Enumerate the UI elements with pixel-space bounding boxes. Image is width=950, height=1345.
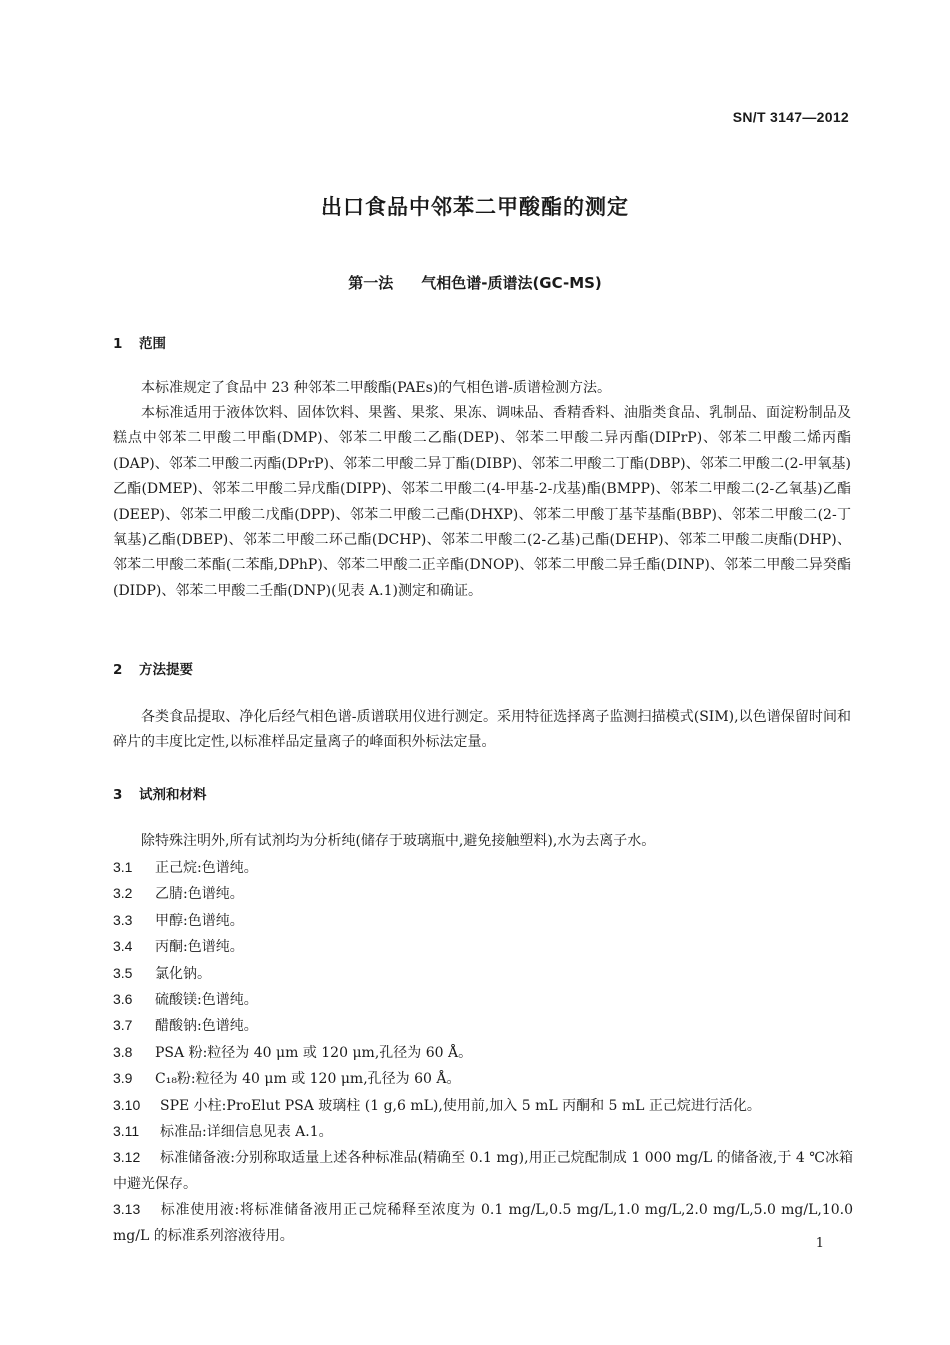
list-item — [113, 1040, 853, 1066]
item-text: 硫酸镁:色谱纯。 — [155, 992, 258, 1009]
section-title: 范围 — [139, 336, 166, 352]
section-heading-scope — [113, 332, 166, 352]
item-number: 3.9 — [113, 1070, 133, 1087]
section-number: 2 — [113, 662, 123, 678]
list-item — [113, 961, 853, 987]
method-title — [0, 272, 950, 293]
paragraph: 各类食品提取、净化后经气相色谱-质谱联用仪进行测定。采用特征选择离子监测扫描模式(SIM),以色谱保留时间和碎片的丰度比定性,以标准样品定量离子的峰面积外标法定量。 — [113, 709, 851, 751]
item-number: 3.3 — [113, 911, 133, 928]
section-heading-reagents — [113, 783, 207, 803]
reagent-list — [113, 855, 853, 1249]
item-text: 标准使用液:将标准储备液用正己烷稀释至浓度为 0.1 mg/L,0.5 mg/L,1.0 mg/L,2.0 mg/L,5.0 mg/L,10.0 mg/L 的标准系列溶液待用。 — [113, 1202, 853, 1244]
item-number: 3.12 — [113, 1149, 141, 1166]
item-number: 3.10 — [113, 1096, 141, 1113]
list-item — [113, 934, 853, 960]
list-item — [113, 1119, 853, 1145]
list-item — [113, 881, 853, 907]
item-text: 标准品:详细信息见表 A.1。 — [160, 1124, 333, 1141]
list-item — [113, 1197, 853, 1249]
item-text: 甲醇:色谱纯。 — [155, 912, 244, 929]
page-number: 1 — [815, 1236, 824, 1251]
paragraph: 本标准适用于液体饮料、固体饮料、果酱、果浆、果冻、调味品、香精香料、油脂类食品、乳制品、面淀粉制品及糕点中邻苯二甲酸二甲酯(DMP)、邻苯二甲酸二乙酯(DEP)、邻苯二甲酸二异丙酯(DIPrP)、邻苯二甲酸二烯丙酯(DAP)、邻苯二甲酸二丙酯(DPrP)、邻苯二甲酸二异丁酯(DIBP)、邻苯二甲酸二丁酯(DBP)、邻苯二甲酸二(2-甲氧基)乙酯(DMEP)、邻苯二甲酸二异戊酯(DIPP)、邻苯二甲酸二(4-甲基-2-戊基)酯(BMPP)、邻苯二甲酸二(2-乙氧基)乙酯(DEEP)、邻苯二甲酸二戊酯(DPP)、邻苯二甲酸二己酯(DHXP)、邻苯二甲酸丁基苄基酯(BBP)、邻苯二甲酸二(2-丁氧基)乙酯(DBEP)、邻苯二甲酸二环己酯(DCHP)、邻苯二甲酸二(2-乙基)己酯(DEHP)、邻苯二甲酸二庚酯(DHP)、邻苯二甲酸二苯酯(二苯酯,DPhP)、邻苯二甲酸二正辛酯(DNOP)、邻苯二甲酸二异壬酯(DINP)、邻苯二甲酸二异癸酯(DIDP)、邻苯二甲酸二壬酯(DNP)(见表 A.1)测定和确证。 — [113, 405, 851, 599]
item-text: 氯化钠。 — [155, 965, 211, 982]
list-item — [113, 855, 853, 881]
list-item — [113, 1093, 853, 1119]
item-text: 丙酮:色谱纯。 — [155, 939, 244, 956]
item-number: 3.2 — [113, 885, 133, 902]
method-part: 第一法 — [348, 274, 394, 292]
item-text: 正己烷:色谱纯。 — [155, 860, 258, 876]
item-text: 醋酸钠:色谱纯。 — [155, 1018, 258, 1035]
item-text: C₁₈粉:粒径为 40 μm 或 120 μm,孔径为 60 Å。 — [155, 1071, 461, 1088]
document-title: 出口食品中邻苯二甲酸酯的测定 — [321, 195, 629, 219]
section-title: 方法提要 — [139, 662, 193, 678]
method-name: 气相色谱-质谱法(GC-MS) — [421, 274, 602, 292]
item-number: 3.8 — [113, 1043, 133, 1060]
item-text: 标准储备液:分别称取适量上述各种标准品(精确至 0.1 mg),用正己烷配制成 1 000 mg/L 的储备液,于 4 ℃冰箱中避光保存。 — [113, 1150, 853, 1192]
list-item — [113, 987, 853, 1013]
list-item — [113, 1066, 853, 1092]
item-number: 3.6 — [113, 991, 133, 1008]
paragraph: 除特殊注明外,所有试剂均为分析纯(储存于玻璃瓶中,避免接触塑料),水为去离子水。 — [141, 833, 656, 849]
section-title: 试剂和材料 — [139, 787, 207, 803]
item-number: 3.11 — [113, 1123, 140, 1140]
list-item — [113, 1145, 853, 1197]
standard-code: SN/T 3147—2012 — [732, 109, 849, 125]
item-number: 3.13 — [113, 1201, 141, 1218]
item-number: 3.4 — [113, 938, 133, 955]
item-number: 3.1 — [113, 859, 133, 875]
item-text: 乙腈:色谱纯。 — [155, 886, 244, 903]
item-number: 3.7 — [113, 1017, 133, 1034]
section-number: 3 — [113, 787, 123, 803]
section-heading-method-summary — [113, 658, 193, 678]
list-item — [113, 908, 853, 934]
item-text: PSA 粉:粒径为 40 μm 或 120 μm,孔径为 60 Å。 — [155, 1044, 473, 1061]
section-number: 1 — [113, 336, 123, 352]
list-item — [113, 1013, 853, 1039]
paragraph: 本标准规定了食品中 23 种邻苯二甲酸酯(PAEs)的气相色谱-质谱检测方法。 — [141, 380, 612, 396]
item-text: SPE 小柱:ProElut PSA 玻璃柱 (1 g,6 mL),使用前,加入 5 mL 丙酮和 5 mL 正己烷进行活化。 — [160, 1097, 761, 1114]
item-number: 3.5 — [113, 964, 133, 981]
